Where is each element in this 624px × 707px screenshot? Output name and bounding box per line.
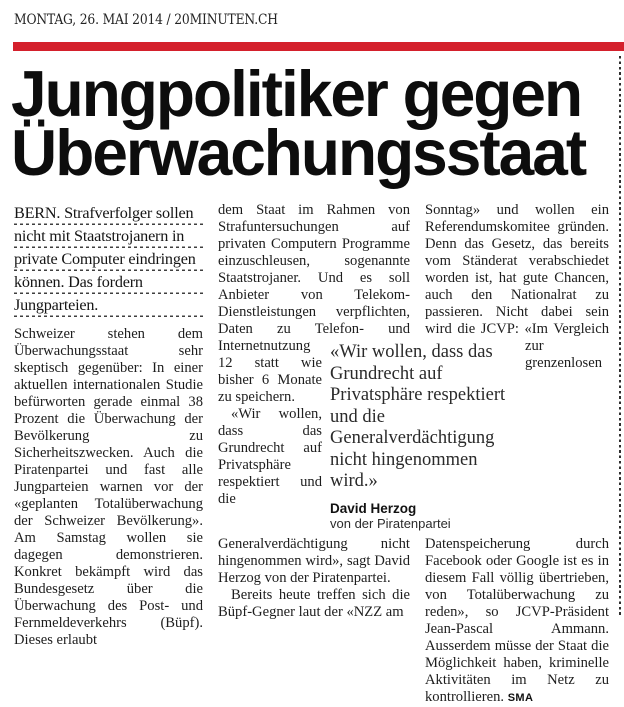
- column2-text-beside-quote: 12 statt wie bisher 6 Monate zu speichern.: [218, 355, 322, 405]
- pull-quote-author: David Herzog: [330, 500, 417, 516]
- headline-line1: Jungpolitiker gegen: [11, 56, 582, 131]
- dateline: MONTAG, 26. MAI 2014 / 20MINUTEN.CH: [14, 12, 278, 28]
- pull-quote-text: «Wir wollen, dass das Grundrecht auf Privatsphäre respektiert und die Generalverdächtigung nicht hingenommen wird.»: [330, 342, 506, 491]
- author-initials: SMA: [507, 692, 534, 704]
- headline-line2: Überwachungsstaat: [11, 116, 586, 190]
- column3-text-after-quote: reden», so JCVP-Präsident Jean-Pascal Ammann. Ausserdem müsse der Staat die Möglichkeit haben, kriminelle Aktivitäten im Netz zu kontrollieren.: [425, 604, 609, 705]
- brand-red-bar: [13, 42, 624, 51]
- column1-text: Schweizer stehen dem Überwachungsstaat sehr skeptisch gegenüber: In einer aktuellen internationalen Studie befürworten gerade einmal 38 Prozent die Überwachung der Bevölkerung zu Sicherheitszwecken. Auch die Piratenpartei und fast alle Jungparteien warnen vor der «geplanten Totalüberwachung der Schweizer Bevölkerung». Am Samstag wollen sie dagegen demonstrieren. Konkret bekämpft wird das Bundesgesetz über die Überwachung des Post- und Fernmeldeverkehrs (Büpf). Dieses erlaubt: [14, 326, 203, 648]
- headline: [11, 56, 616, 190]
- column3-text-before-quote: Sonntag» und wollen ein Referendumskomitee gründen. Denn das Gesetz, das bereits vom Ständerat verabschiedet worden ist, hat gute Chancen, auch den Nationalrat zu passieren. Nicht dabei sein wird die JCVP: «Im Vergleich zur: [425, 202, 609, 354]
- article-column-1: [14, 202, 203, 707]
- column2-paragraph-3: Bereits heute treffen sich die Büpf-Gegner laut der «NZZ am: [218, 587, 410, 620]
- pull-quote-role: von der Piratenpartei: [330, 515, 451, 531]
- column3-text-beside-quote: grenzenlosen Datenspeicherung durch Facebook oder Google ist es in diesem Fall völlig übertrieben, von Totalüberwachung zu: [425, 355, 609, 603]
- pull-quote: [330, 342, 524, 531]
- lead-paragraph: BERN. Strafverfolger sollen nicht mit Staatstrojanern in private Computer eindringen können. Das fordern Jungparteien.: [14, 202, 203, 317]
- column2-text-before-quote: dem Staat im Rahmen von Strafuntersuchungen auf privaten Computern Programme einzuschleusen, sogenannte Staatstrojaner. Und es soll Anbieter von Telekom-Dienstleistungen verpflichten, Daten zu Telefon- und Internetnutzung: [218, 202, 410, 354]
- column2-paragraph-2: «Wir wollen, dass das Grundrecht auf Privatsphäre respektiert und die Generalverdächtigung nicht hingenommen wird», sagt David Herzog von der Piratenpartei.: [218, 406, 410, 586]
- clipping-perforation-edge: [619, 56, 622, 615]
